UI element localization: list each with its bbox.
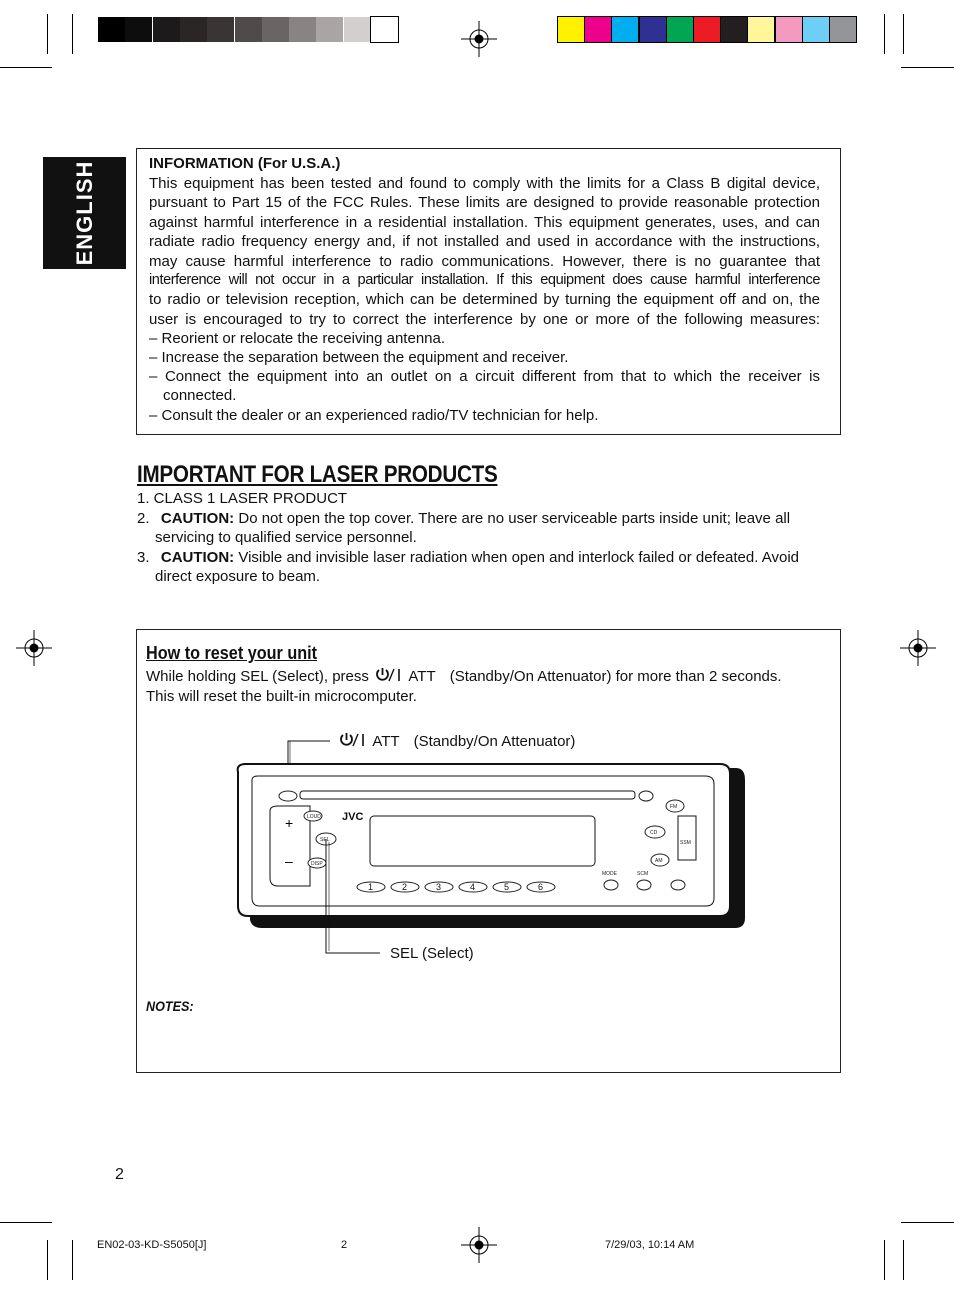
gray-swatch xyxy=(316,17,343,42)
laser-item-2-cont: servicing to qualified service personnel. xyxy=(155,529,417,546)
color-swatch xyxy=(612,17,638,42)
fcc-information-line: against harmful interference in a residential installation. This equipment generates, uses, and can xyxy=(149,213,820,231)
footer-date: 7/29/03, 10:14 AM xyxy=(605,1239,695,1251)
registration-mark-icon xyxy=(461,1227,497,1263)
gray-swatch xyxy=(98,17,125,42)
laser-item-3: 3. CAUTION: Visible and invisible laser radiation when open and interlock failed or defeated. Avoid xyxy=(137,549,800,566)
color-swatch xyxy=(694,17,720,42)
reset-instruction-2: This will reset the built-in microcomputer. xyxy=(146,688,417,705)
svg-text:+: + xyxy=(285,815,294,831)
standby-power-icon xyxy=(375,668,405,682)
ssm-label: SSM xyxy=(680,840,691,846)
fcc-information-line: pursuant to Part 15 of the FCC Rules. These limits are designed to provide reasonable protection xyxy=(149,194,820,212)
reset-instruction: While holding SEL (Select), press ATT (Standby/On Attenuator) for more than 2 seconds. xyxy=(146,668,782,685)
color-swatch xyxy=(776,17,802,42)
fcc-information-line: to radio or television reception, which can be determined by turning the equipment off and on, the xyxy=(149,291,820,309)
color-swatch xyxy=(640,17,666,42)
crop-mark xyxy=(903,14,904,54)
laser-item-2: 2. CAUTION: Do not open the top cover. There are no user serviceable parts inside unit; leave all xyxy=(137,510,791,527)
crop-mark xyxy=(0,1222,52,1223)
preset-button-label: 5 xyxy=(504,882,510,892)
laser-heading: IMPORTANT FOR LASER PRODUCTS xyxy=(137,461,498,488)
preset-button-label: 6 xyxy=(538,882,544,892)
fm-label: FM xyxy=(670,804,678,810)
cd-label: CD xyxy=(650,830,658,836)
registration-mark-icon xyxy=(900,630,936,666)
loud-label: LOUD xyxy=(307,814,321,820)
color-swatch xyxy=(585,17,611,42)
brand-logo: JVC xyxy=(342,811,364,823)
callout-sel: SEL (Select) xyxy=(390,945,474,962)
crop-mark xyxy=(903,1240,904,1280)
crop-mark xyxy=(72,14,73,54)
crop-mark xyxy=(884,1240,885,1280)
color-swatch xyxy=(558,17,584,42)
crop-mark xyxy=(72,1240,73,1280)
fcc-information-line: user is encouraged to try to correct the interference by one or more of the following measures: xyxy=(149,310,820,328)
color-swatch xyxy=(748,17,774,42)
gray-swatch xyxy=(153,17,180,42)
fcc-measure-item: connected. xyxy=(163,387,237,404)
laser-item-1: 1. CLASS 1 LASER PRODUCT xyxy=(137,490,348,507)
gray-swatch xyxy=(180,17,207,42)
crop-mark xyxy=(47,14,48,54)
footer-page: 2 xyxy=(341,1239,348,1251)
color-swatch xyxy=(667,17,693,42)
fcc-measure-item: – Connect the equipment into an outlet on a circuit different from that to which the receiver is xyxy=(149,368,820,385)
language-tab xyxy=(43,157,126,269)
svg-text:–: – xyxy=(285,853,293,869)
color-swatch xyxy=(721,17,747,42)
language-tab-label: ENGLISH xyxy=(71,160,97,266)
gray-swatch xyxy=(235,17,262,42)
reset-heading: How to reset your unit xyxy=(146,643,318,663)
color-swatch xyxy=(803,17,829,42)
gray-swatch xyxy=(371,17,398,42)
fcc-measure-item: – Reorient or relocate the receiving antenna. xyxy=(149,330,446,347)
gray-swatch xyxy=(125,17,152,42)
fcc-information-line: interference will not occur in a particular installation. If this equipment does cause harmful interference xyxy=(149,272,820,288)
fcc-information-title: INFORMATION (For U.S.A.) xyxy=(149,155,341,172)
preset-button-label: 2 xyxy=(402,882,408,892)
fcc-information-line: This equipment has been tested and found to comply with the limits for a Class B digital device, xyxy=(149,175,820,192)
car-stereo-illustration xyxy=(230,736,750,966)
sel-label: SEL xyxy=(320,837,330,843)
page-number: 2 xyxy=(115,1166,124,1183)
callout-att: ATT (Standby/On Attenuator) xyxy=(339,732,575,752)
crop-mark xyxy=(901,1222,954,1223)
fcc-information-line: may cause harmful interference to radio communications. However, there is no guarantee that xyxy=(149,252,820,270)
laser-item-3-cont: direct exposure to beam. xyxy=(155,568,321,585)
gray-swatch xyxy=(344,17,371,42)
crop-mark xyxy=(884,14,885,54)
fcc-information-line: radiate radio frequency energy and, if not installed and used in accordance with the instructions, xyxy=(149,233,820,251)
footer-file: EN02-03-KD-S5050[J] xyxy=(97,1239,207,1251)
preset-button-label: 4 xyxy=(470,882,476,892)
mode-label: MODE xyxy=(602,871,617,877)
color-swatch xyxy=(830,17,856,42)
crop-mark xyxy=(901,67,954,68)
crop-mark xyxy=(47,1240,48,1280)
registration-mark-icon xyxy=(461,21,497,57)
notes-label: NOTES: xyxy=(146,998,194,1014)
gray-swatch xyxy=(207,17,234,42)
crop-mark xyxy=(0,67,52,68)
registration-mark-icon xyxy=(16,630,52,666)
gray-swatch xyxy=(262,17,289,42)
disp-label: DISP xyxy=(311,861,323,867)
preset-button-label: 3 xyxy=(436,882,442,892)
scm-label: SCM xyxy=(637,871,649,877)
preset-button-label: 1 xyxy=(368,882,374,892)
gray-swatch xyxy=(289,17,316,42)
am-label: AM xyxy=(655,858,663,864)
fcc-measure-item: – Increase the separation between the equipment and receiver. xyxy=(149,349,569,366)
fcc-measure-item: – Consult the dealer or an experienced radio/TV technician for help. xyxy=(149,407,599,424)
